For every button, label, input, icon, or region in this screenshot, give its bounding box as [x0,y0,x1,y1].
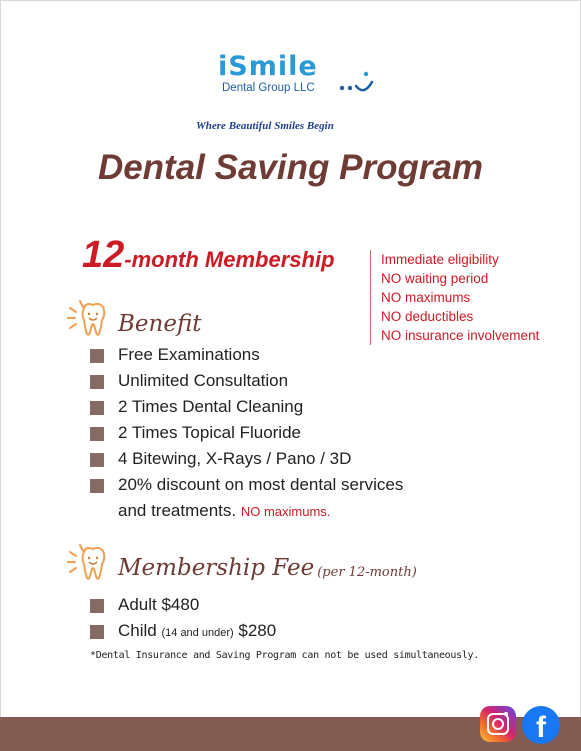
tooth-icon [66,542,112,582]
bullet-icon [90,453,104,467]
fee-title: Membership Fee [118,555,315,581]
logo-subtitle: Dental Group LLC [222,82,315,94]
eligibility-item: NO waiting period [381,271,489,286]
membership-heading [82,234,335,277]
no-maximums-note: NO maximums. [240,504,331,519]
facebook-icon[interactable]: f [522,706,560,744]
page-title: Dental Saving Program [97,148,484,187]
list-item: Unlimited Consultation [90,368,403,394]
benefit-heading [66,298,202,338]
eligibility-item: NO maximums [381,290,471,305]
list-item: Child (14 and under) $280 [90,618,276,646]
bullet-icon [90,427,104,441]
list-item: Free Examinations [90,342,403,368]
membership-label: -month Membership [124,247,335,272]
disclaimer: *Dental Insurance and Saving Program can not be used simultaneously. [90,650,479,661]
bullet-icon [90,599,104,613]
logo-name: iSmile [218,51,318,82]
fee-heading [66,542,417,582]
eligibility-item: NO insurance involvement [381,328,540,343]
smile-icon [336,66,376,96]
eligibility-list [370,250,539,345]
list-item: Adult $480 [90,592,276,618]
fee-list [90,592,276,646]
bullet-icon [90,349,104,363]
fee-note: (per 12-month) [317,565,417,580]
membership-number: 12 [82,234,125,276]
benefit-title: Benefit [118,311,202,337]
benefit-list [90,342,403,525]
list-item: 2 Times Topical Fluoride [90,420,403,446]
tagline: Where Beautiful Smiles Begin [196,120,334,132]
bullet-icon [90,625,104,639]
bullet-icon [90,401,104,415]
list-item: 4 Bitewing, X-Rays / Pano / 3D [90,446,403,472]
list-item: 20% discount on most dental services and treatments. NO maximums. [90,472,403,525]
logo [218,52,378,107]
bullet-icon [90,375,104,389]
eligibility-item: NO deductibles [381,309,474,324]
instagram-icon[interactable] [480,706,516,742]
bullet-icon [90,479,104,493]
eligibility-item: Immediate eligibility [381,252,499,267]
tooth-icon [66,298,112,338]
list-item: 2 Times Dental Cleaning [90,394,403,420]
